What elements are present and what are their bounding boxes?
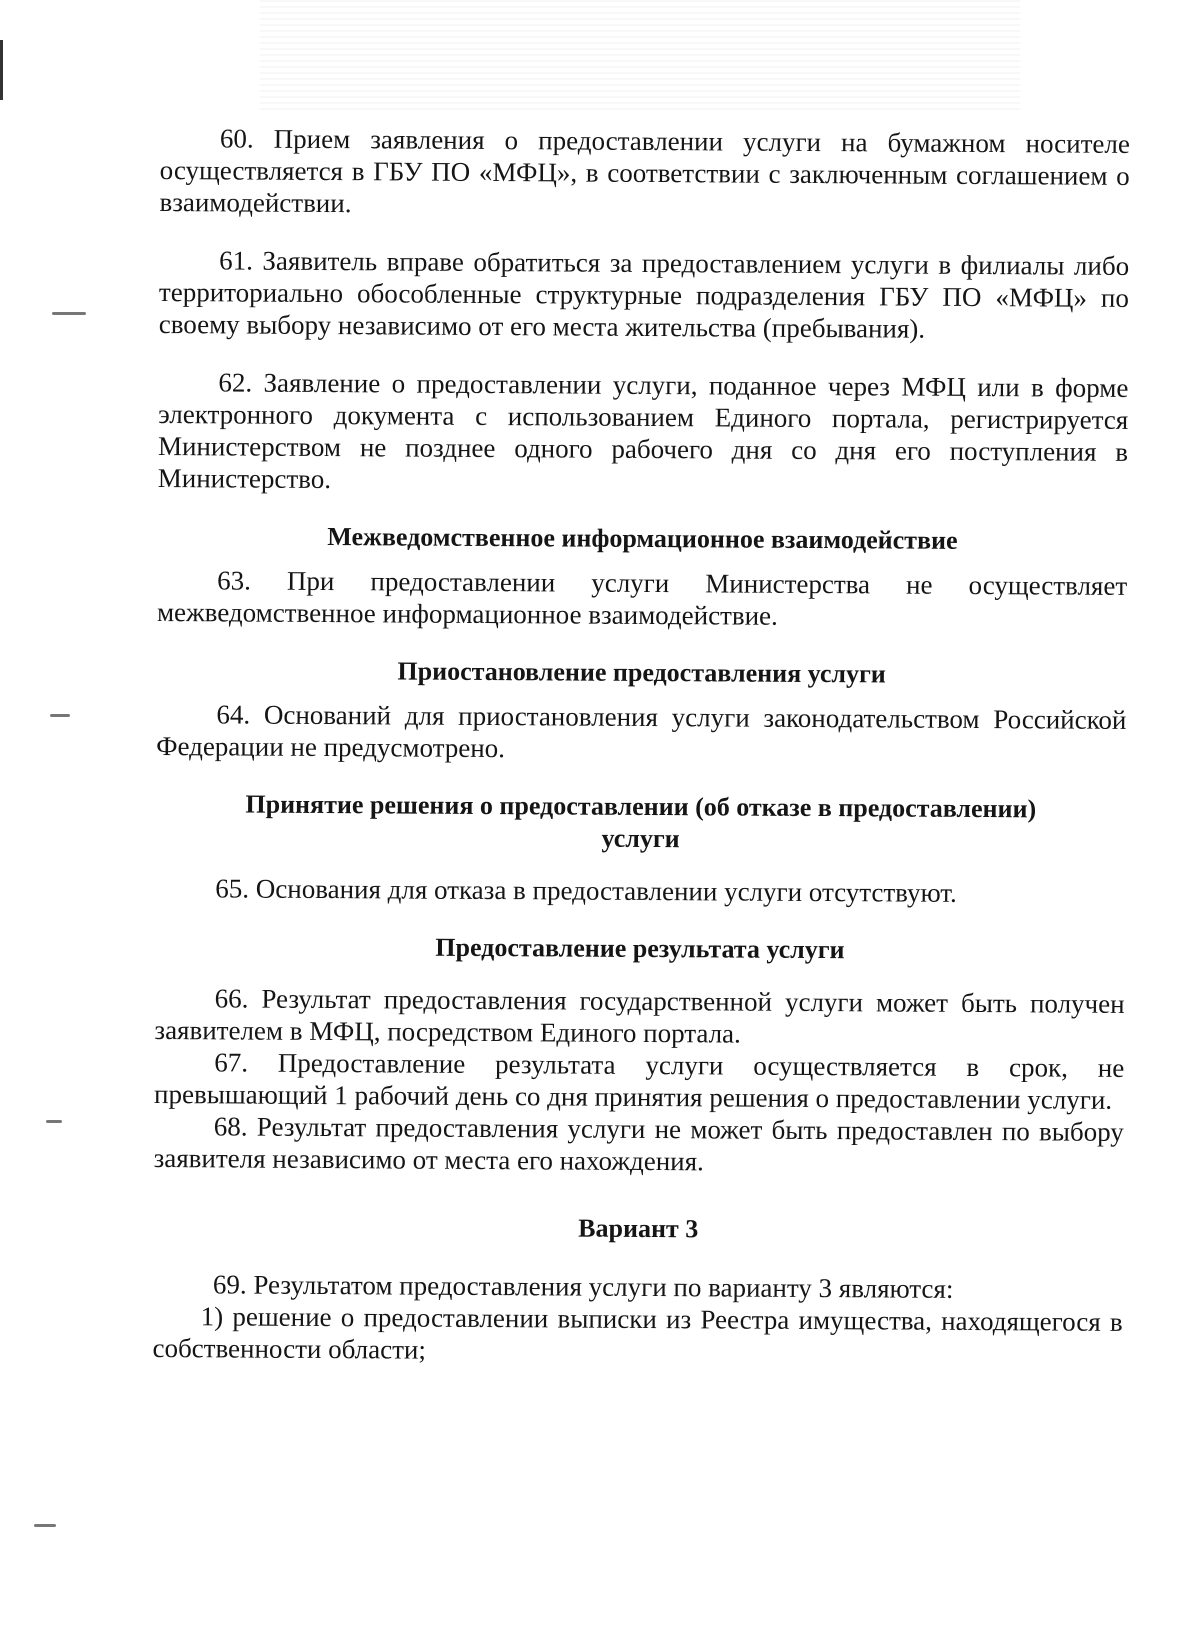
paragraph-61: 61. Заявитель вправе обратиться за предоставлением услуги в филиалы либо территориально обособленные структурные подразделения ГБУ ПО «МФЦ» по своему выбору независимо от его места жительства (пребывания).	[158, 245, 1130, 344]
heading-interdepartmental: Межведомственное информационное взаимодействие	[327, 522, 958, 555]
document-body	[152, 122, 1130, 1370]
heading-variant-3: Вариант 3	[578, 1213, 699, 1244]
heading-decision-line2: услуги	[601, 823, 680, 854]
paragraph-60: 60. Прием заявления о предоставлении услуги на бумажном носителе осуществляется в ГБУ ПО «МФЦ», в соответствии с заключенным соглашением о взаимодействии.	[159, 123, 1130, 219]
paragraph-67: 67. Предоставление результата услуги осуществляется в срок, не превышающий 1 рабочий день со дня принятия решения о предоставлении услуги.	[153, 1047, 1125, 1115]
paragraph-64: 64. Оснований для приостановления услуги законодательством Российской Федерации не предусмотрено.	[156, 699, 1127, 764]
paragraph-69: 69. Результатом предоставления услуги по варианту 3 являются:	[212, 1269, 954, 1304]
binding-edge	[0, 40, 3, 100]
scan-mark	[52, 312, 86, 315]
paragraph-62: 62. Заявление о предоставлении услуги, поданное через МФЦ или в форме электронного документа с использованием Единого портала, регистрируется Министерством не позднее одного рабочего дня со дня его поступления в Министерство.	[157, 367, 1129, 495]
paragraph-63: 63. При предоставлении услуги Министерства не осуществляет межведомственное информационное взаимодействие.	[156, 565, 1128, 631]
paragraph-66: 66. Результат предоставления государственной услуги может быть получен заявителем в МФЦ, посредством Единого портала.	[154, 983, 1125, 1049]
heading-result: Предоставление результата услуги	[435, 932, 845, 965]
list-item-1: 1) решение о предоставлении выписки из Реестра имущества, находящегося в собственности области;	[152, 1301, 1123, 1365]
scan-mark	[50, 714, 70, 717]
scan-bleed-through	[260, 0, 1020, 110]
paragraph-65: 65. Основания для отказа в предоставлении услуги отсутствуют.	[215, 873, 957, 908]
heading-decision-line1: Принятие решения о предоставлении (об отказе в предоставлении)	[245, 789, 1037, 824]
paragraph-68: 68. Результат предоставления услуги не может быть предоставлен по выбору заявителя независимо от места его нахождения.	[153, 1111, 1124, 1177]
scan-mark	[46, 1120, 62, 1123]
heading-suspension: Приостановление предоставления услуги	[397, 656, 886, 689]
scan-mark	[34, 1524, 56, 1527]
